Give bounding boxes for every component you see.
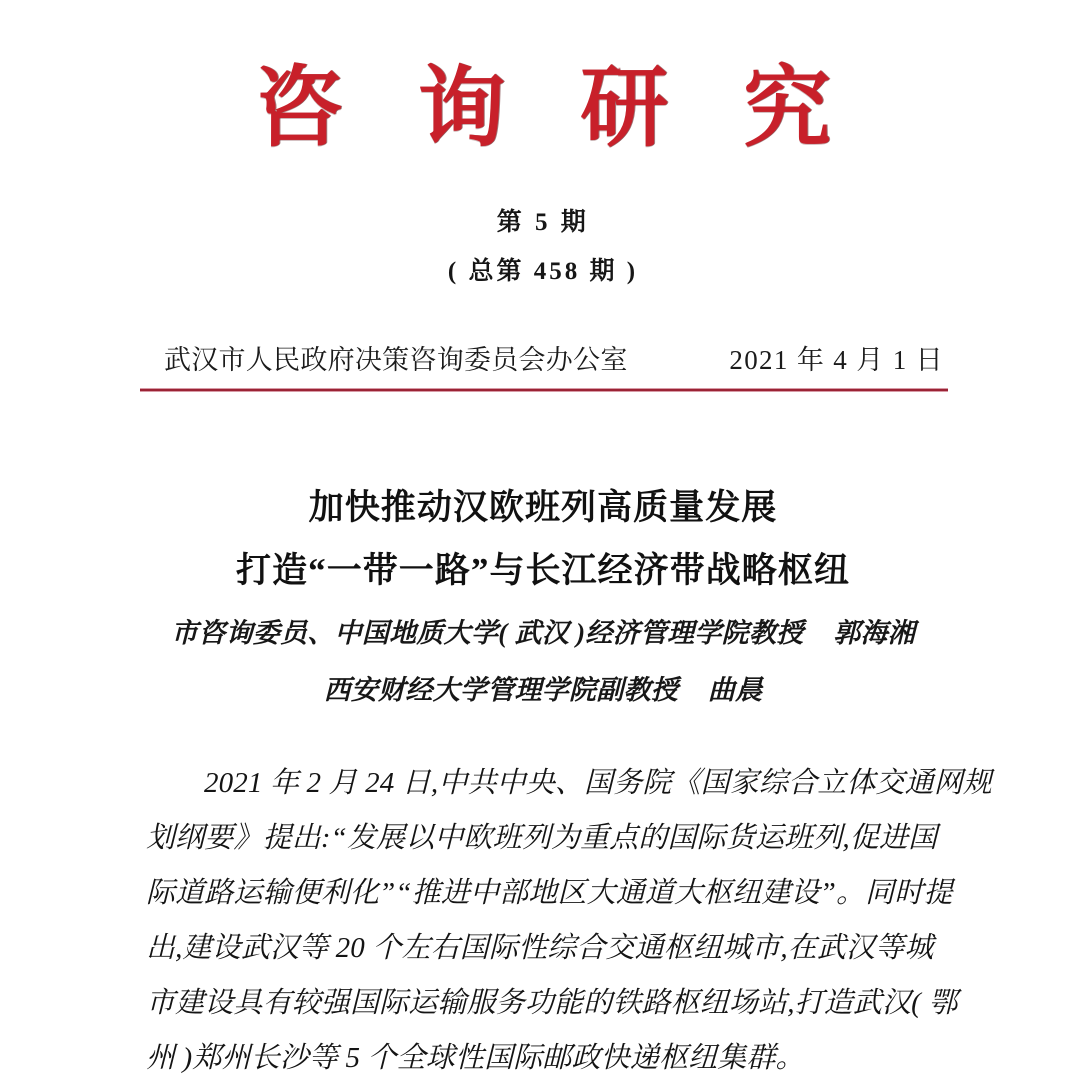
header-divider-rule xyxy=(140,388,948,392)
article-title-line-1: 加快推动汉欧班列高质量发展 xyxy=(308,488,778,527)
article-title xyxy=(0,490,1086,588)
body-line: 划纲要》提出:“发展以中欧班列为重点的国际货运班列,促进国 xyxy=(146,822,938,854)
byline-author-name: 郭海湘 xyxy=(833,618,915,648)
body-line: 出,建设武汉等 20 个左右国际性综合交通枢纽城市,在武汉等城 xyxy=(146,932,934,964)
byline-affiliation: 西安财经大学管理学院副教授 xyxy=(323,675,679,705)
article-title-line-2: 打造“一带一路”与长江经济带战略枢纽 xyxy=(236,551,850,590)
article-body xyxy=(146,756,993,1080)
byline-row-1 xyxy=(0,620,1086,647)
issue-total-number: ( 总第 458 期 ) xyxy=(447,258,639,286)
article-byline xyxy=(0,620,1086,704)
body-line: 2021 年 2 月 24 日,中共中央、国务院《国家综合立体交通网规 xyxy=(204,767,993,799)
masthead xyxy=(0,62,1086,157)
body-line: 市建设具有较强国际运输服务功能的铁路枢纽场站,打造武汉( 鄂 xyxy=(146,987,958,1019)
publisher-name: 武汉市人民政府决策咨询委员会办公室 xyxy=(164,345,628,375)
masthead-title: 咨 询 研 究 xyxy=(254,61,858,158)
issue-number: 第 5 期 xyxy=(496,209,590,236)
issue-block xyxy=(0,207,1086,288)
publication-date: 2021 年 4 月 1 日 xyxy=(729,345,944,375)
byline-affiliation: 市咨询委员、中国地质大学( 武汉 )经济管理学院教授 xyxy=(170,618,804,648)
byline-row-2 xyxy=(0,677,1086,704)
body-line: 州 )郑州长沙等 5 个全球性国际邮政快递枢纽集群。 xyxy=(146,1042,805,1074)
imprint-row xyxy=(140,338,948,377)
body-line: 际道路运输便利化”“推进中部地区大通道大枢纽建设”。同时提 xyxy=(146,877,953,909)
byline-author-name: 曲晨 xyxy=(707,675,763,705)
